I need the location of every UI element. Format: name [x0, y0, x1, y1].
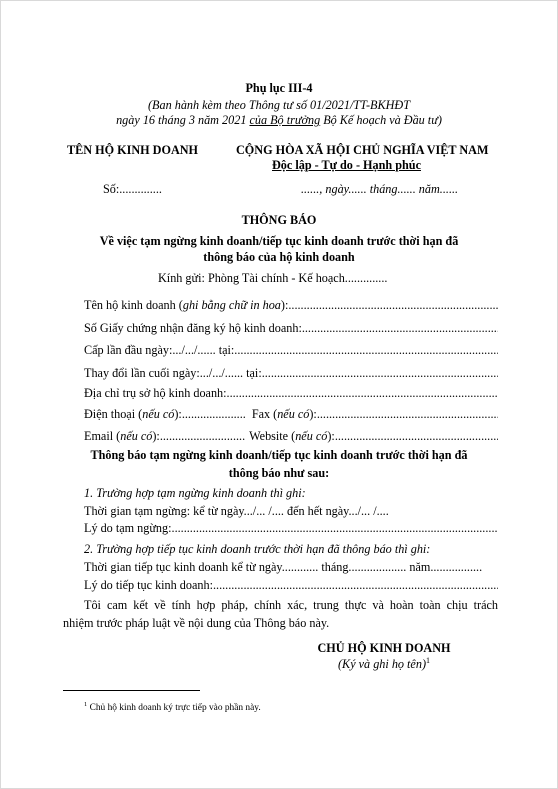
field-suspend-reason[interactable]: [84, 520, 498, 536]
field-business-name-label: [84, 298, 288, 313]
label-part: Tên hộ kinh doanh (: [84, 298, 183, 312]
appendix-title: Phụ lục III-4: [245, 81, 313, 95]
signature-title: CHỦ HỘ KINH DOANH: [317, 641, 451, 655]
business-name-heading: TÊN HỘ KINH DOANH: [67, 143, 199, 157]
label-italic: nếu có: [142, 407, 175, 421]
field-first-issue[interactable]: [84, 342, 498, 358]
footnote-mark: 1: [84, 701, 88, 708]
label-part: Điện thoại (: [84, 407, 143, 421]
field-resume-reason-label: Lý do tiếp tục kinh doanh:: [84, 578, 213, 592]
label-italic: nếu có: [120, 429, 153, 443]
field-website-label: [245, 429, 335, 444]
case-2-title: 2. Trường hợp tiếp tục kinh doanh trước thời hạn đã thông báo thì ghi:: [84, 542, 431, 556]
label-part: ):.....................: [174, 407, 246, 421]
signature-note-text: (Ký và ghi họ tên): [338, 657, 426, 672]
notice-subject-line-1: Về việc tạm ngừng kinh doanh/tiếp tục kinh doanh trước thời hạn đã: [99, 234, 459, 248]
field-resume-reason[interactable]: [84, 577, 498, 593]
notice-subject-line-2: thông báo của hộ kinh doanh: [203, 250, 355, 264]
fill-dots: [227, 386, 498, 401]
case-2-resume-time[interactable]: Thời gian tiếp tục kinh doanh kể từ ngày............ tháng................... năm.................: [84, 560, 483, 574]
label-italic: ghi bằng chữ in hoa: [182, 298, 281, 312]
field-phone-label: [84, 407, 246, 422]
field-email-website[interactable]: [84, 428, 498, 444]
field-phone-fax[interactable]: [84, 406, 498, 422]
notice-heading-line-1: Thông báo tạm ngừng kinh doanh/tiếp tục kinh doanh trước thời hạn đã: [90, 448, 468, 462]
field-suspend-reason-label: Lý do tạm ngừng:: [84, 521, 172, 535]
issued-by-line-1: (Ban hành kèm theo Thông tư số 01/2021/TT-BKHĐT: [147, 98, 411, 112]
notice-title: THÔNG BÁO: [241, 213, 317, 227]
footnote: [84, 701, 261, 713]
footnote-reference: 1: [426, 656, 430, 665]
date-line: ......, ngày...... tháng...... năm......: [301, 182, 459, 196]
fill-dots: [317, 407, 498, 422]
field-last-change[interactable]: [84, 365, 498, 381]
issued-by-minister: của Bộ trưởng: [249, 113, 321, 127]
recipient-line: Kính gửi: Phòng Tài chính - Kế hoạch..............: [158, 271, 388, 285]
label-part: Fax (: [251, 407, 278, 421]
issued-by-ministry: Bộ Kế hoạch và Đầu tư): [320, 113, 442, 127]
field-fax-label: [246, 407, 317, 422]
fill-dots: [213, 578, 498, 593]
label-part: Email (: [84, 429, 121, 443]
footnote-separator: [63, 690, 200, 691]
national-motto: Độc lập - Tự do - Hạnh phúc: [272, 158, 421, 172]
case-1-period[interactable]: Thời gian tạm ngừng: kể từ ngày.../... /.... đến hết ngày.../... /....: [84, 504, 389, 518]
fill-dots: [335, 429, 498, 444]
fill-dots: [302, 321, 498, 336]
label-italic: nếu có: [277, 407, 310, 421]
label-part: ):: [327, 429, 335, 443]
label-italic: nếu có: [295, 429, 328, 443]
label-part: ):: [309, 407, 317, 421]
fill-dots: [262, 366, 498, 381]
commitment-line-2: nhiệm trước pháp luật về nội dung của Thông báo này.: [63, 616, 330, 630]
label-part: Website (: [249, 429, 296, 443]
field-first-issue-label: Cấp lần đầu ngày:.../.../...... tại:: [84, 343, 235, 357]
label-part: ):: [280, 298, 289, 312]
fill-dots: [172, 521, 498, 536]
document-number: Số:..............: [103, 182, 162, 196]
fill-dots: [288, 298, 498, 313]
issued-by-line-2: [1, 113, 557, 128]
commitment-line-1: Tôi cam kết về tính hợp pháp, chính xác, trung thực và hoàn toàn chịu trách: [84, 598, 498, 612]
notice-heading-line-2: thông báo như sau:: [228, 466, 330, 480]
fill-dots: [234, 343, 498, 358]
footnote-text: Chủ hộ kinh doanh ký trực tiếp vào phần này.: [87, 703, 261, 714]
issued-by-date: ngày 16 tháng 3 năm 2021: [116, 113, 250, 127]
field-email-label: [84, 429, 245, 444]
field-business-name[interactable]: [84, 297, 498, 313]
field-address-label: Địa chỉ trụ sở hộ kinh doanh:: [84, 386, 227, 400]
country-name: CỘNG HÒA XÃ HỘI CHỦ NGHĨA VIỆT NAM: [236, 143, 489, 157]
field-certificate-number-label: Số Giấy chứng nhận đăng ký hộ kinh doanh:: [84, 321, 302, 335]
label-part: ):............................: [152, 429, 246, 443]
field-last-change-label: Thay đổi lần cuối ngày:.../.../...... tại:: [84, 366, 262, 380]
field-certificate-number[interactable]: [84, 320, 498, 336]
case-1-title: 1. Trường hợp tạm ngừng kinh doanh thì ghi:: [84, 486, 306, 500]
signature-note: [269, 656, 499, 672]
field-address[interactable]: [84, 385, 498, 401]
